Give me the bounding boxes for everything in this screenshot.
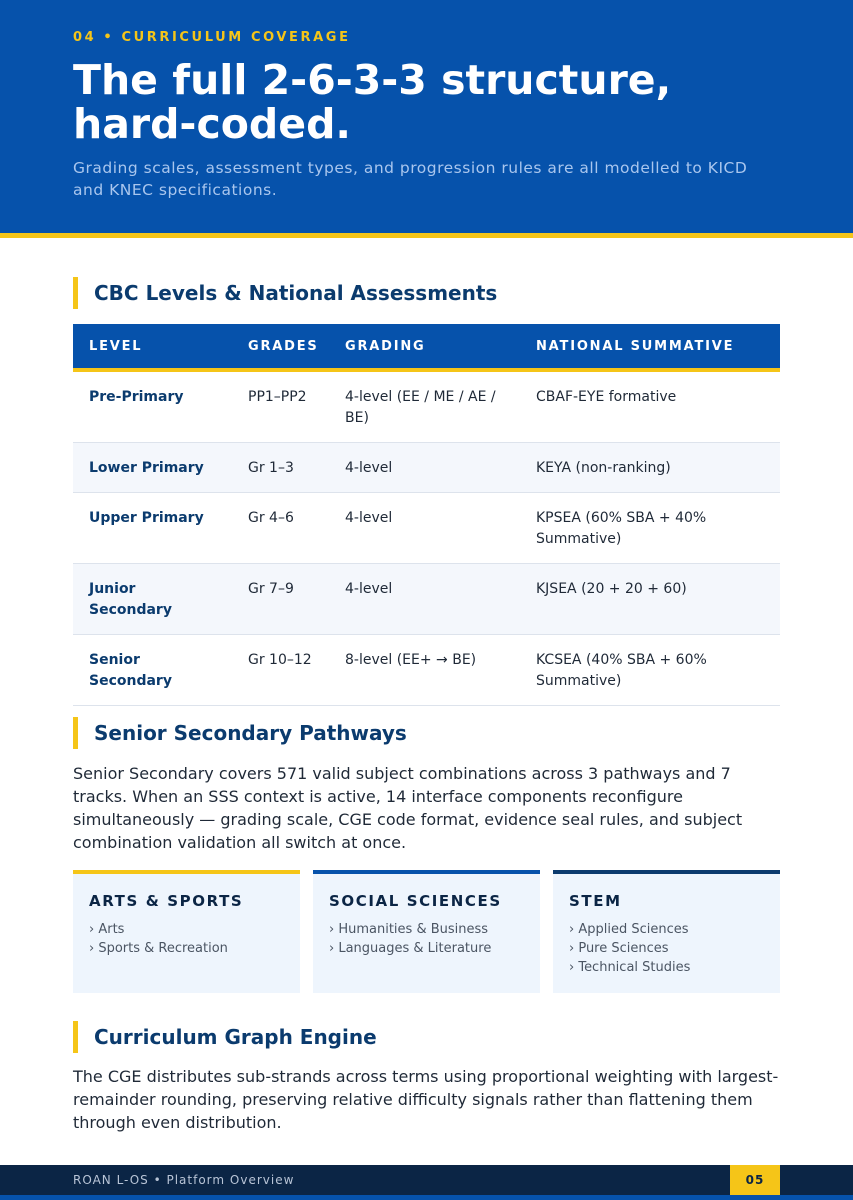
footer-label: ROAN L-OS • Platform Overview <box>73 1173 295 1187</box>
track-item: › Arts <box>89 922 125 937</box>
grading-cell: 4-level <box>329 493 520 564</box>
card-title: STEM <box>569 892 622 910</box>
pathways-heading: Senior Secondary Pathways <box>73 717 407 749</box>
column-header-grades: GRADES <box>232 324 329 370</box>
levels-table <box>73 324 780 706</box>
table-row <box>73 635 780 706</box>
page-number: 05 <box>730 1165 780 1195</box>
level-cell: Senior Secondary <box>73 635 232 706</box>
summative-cell: CBAF-EYE formative <box>520 370 780 443</box>
table-header-row <box>73 324 780 370</box>
grading-cell: 4-level (EE / ME / AE / BE) <box>329 370 520 443</box>
grades-cell: Gr 1–3 <box>232 443 329 493</box>
header-divider <box>0 233 853 238</box>
pathway-card-social-sciences <box>313 870 540 993</box>
level-cell: Pre-Primary <box>73 370 232 443</box>
table-row <box>73 564 780 635</box>
summative-cell: KJSEA (20 + 20 + 60) <box>520 564 780 635</box>
grades-cell: Gr 7–9 <box>232 564 329 635</box>
column-header-summative: NATIONAL SUMMATIVE <box>520 324 780 370</box>
pathway-card-stem <box>553 870 780 993</box>
pathway-card-arts-sports <box>73 870 300 993</box>
level-cell: Lower Primary <box>73 443 232 493</box>
engine-heading: Curriculum Graph Engine <box>73 1021 377 1053</box>
page-title: The full 2-6-3-3 structure, hard-coded. <box>73 56 672 148</box>
summative-cell: KPSEA (60% SBA + 40% Summative) <box>520 493 780 564</box>
page-footer <box>0 1165 853 1200</box>
track-item: › Technical Studies <box>569 960 691 975</box>
table-row <box>73 443 780 493</box>
level-cell: Upper Primary <box>73 493 232 564</box>
track-item: › Humanities & Business <box>329 922 489 937</box>
footer-divider <box>0 1195 853 1200</box>
grades-cell: PP1–PP2 <box>232 370 329 443</box>
page-subtitle: Grading scales, assessment types, and progression rules are all modelled to KICD and KNEC specifications. <box>73 159 748 199</box>
section-eyebrow: 04 • CURRICULUM COVERAGE <box>73 30 351 45</box>
table-row <box>73 493 780 564</box>
grading-cell: 8-level (EE+ → BE) <box>329 635 520 706</box>
column-header-grading: GRADING <box>329 324 520 370</box>
card-title: SOCIAL SCIENCES <box>329 892 502 910</box>
pathways-body: Senior Secondary covers 571 valid subject combinations across 3 pathways and 7 tracks. When an SSS context is active, 14 interface components reconfigure simultaneously — grading scale, CGE code format, evidence seal rules, and subject combination validation all switch at once. <box>73 764 743 852</box>
grades-cell: Gr 10–12 <box>232 635 329 706</box>
grades-cell: Gr 4–6 <box>232 493 329 564</box>
levels-heading: CBC Levels & National Assessments <box>73 277 497 309</box>
grading-cell: 4-level <box>329 564 520 635</box>
track-item: › Sports & Recreation <box>89 941 228 956</box>
table-row <box>73 370 780 443</box>
summative-cell: KCSEA (40% SBA + 60% Summative) <box>520 635 780 706</box>
track-item: › Pure Sciences <box>569 941 669 956</box>
engine-body: The CGE distributes sub-strands across terms using proportional weighting with largest-remainder rounding, preserving relative difficulty signals rather than flattening them through even distribution. <box>73 1067 779 1132</box>
card-title: ARTS & SPORTS <box>89 892 244 910</box>
summative-cell: KEYA (non-ranking) <box>520 443 780 493</box>
track-item: › Languages & Literature <box>329 941 492 956</box>
grading-cell: 4-level <box>329 443 520 493</box>
track-item: › Applied Sciences <box>569 922 689 937</box>
level-cell: Junior Secondary <box>73 564 232 635</box>
column-header-level: LEVEL <box>73 324 232 370</box>
